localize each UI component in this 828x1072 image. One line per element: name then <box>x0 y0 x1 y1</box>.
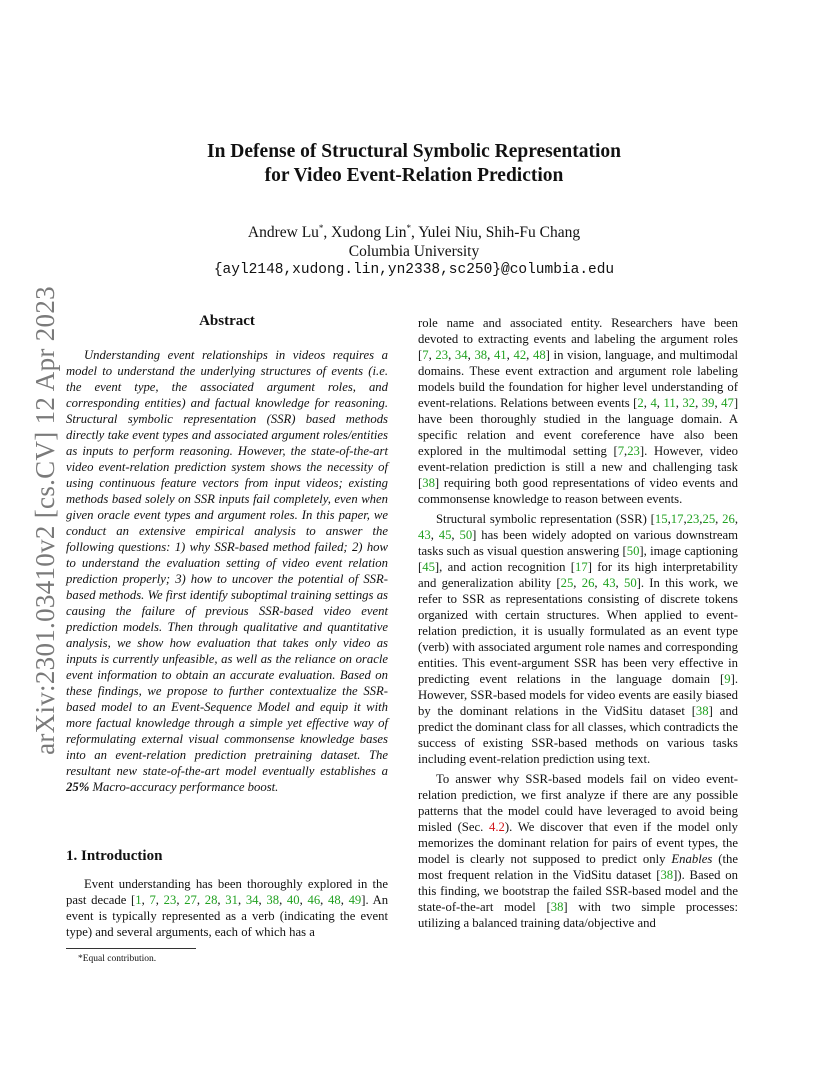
author-block <box>0 219 828 280</box>
paper-title <box>0 140 828 188</box>
equal-contribution-mark: * <box>318 223 324 233</box>
footnote: *Equal contribution. <box>78 954 157 964</box>
introduction-heading: 1. Introduction <box>66 848 163 864</box>
paper-title-line-2: for Video Event-Relation Prediction <box>264 165 564 186</box>
paper-title-line-1: In Defense of Structural Symbolic Representation <box>207 141 621 162</box>
author-name: Yulei Niu <box>418 224 479 242</box>
arxiv-stamp-text: arXiv:2301.03410v2 [cs.CV] 12 Apr 2023 <box>29 285 60 755</box>
introduction-body <box>66 876 388 940</box>
author-name: Andrew Lu <box>247 224 319 242</box>
equal-contribution-mark: * <box>406 223 412 233</box>
affiliation: Columbia University <box>348 243 480 261</box>
author-emails: {ayl2148,xudong.lin,yn2338,sc250}@columbia.edu <box>213 262 615 279</box>
right-paragraph-3: To answer why SSR-based models fail on video event-relation prediction, we first analyze if there are any possible patterns that the model could have leveraged to avoid being misled (Sec. 4.2). We discover that even if the model only memorizes the dominant relation for pairs of event types, the model is clearly not supposed to predict only Enables (the most frequent relation in the VidSitu dataset [38]). Based on this finding, we bootstrap the failed SSR-based model and the state-of-the-art model [38] with two simple processes: utilizing a balanced training data/objective and <box>418 772 738 930</box>
abstract-paragraph: Understanding event relationships in videos requires a model to understand the underlying structures of events (i.e. the event type, the associated argument roles, and corresponding entities) and factual knowledge for reasoning. Structural symbolic representation (SSR) based methods directly take event types and associated argument roles/entities as inputs to perform reasoning. However, the state-of-the-art video event-relation prediction system shows the necessity of using continuous feature vectors from input videos; existing methods based solely on SSR inputs fail completely, even when given oracle event types and argument roles. In this paper, we conduct an extensive empirical analysis to answer the following questions: 1) why SSR-based method failed; 2) how to understand the evaluation setting of video event relation prediction properly; 3) how to uncover the potential of SSR-based methods. We first identify suboptimal training settings as causing the failure of previous SSR-based video event prediction models. Then through qualitative and quantitative analysis, we show how evaluation that takes only video as inputs is currently unfeasible, as well as the reliance on oracle event information to obtain an accurate evaluation. Based on these findings, we propose to further contextualize the SSR-based model to an Event-Sequence Model and equip it with more factual knowledge through a simple yet effective way of reformulating external visual commonsense knowledge bases into an event-relation prediction pretraining dataset. The resultant new state-of-the-art model eventually establishes a 25% Macro-accuracy performance boost. <box>66 348 388 794</box>
introduction-paragraph: Event understanding has been thoroughly explored in the past decade [1, 7, 23, 27, 28, 31, 34, 38, 40, 46, 48, 49]. An event is typically represented as a verb (indicating the event type) and several arguments, each of which has a <box>66 877 389 939</box>
author-names: Andrew Lu*, Xudong Lin*, Yulei Niu, Shih-Fu Chang <box>247 223 581 242</box>
author-name: Xudong Lin <box>331 224 407 242</box>
arxiv-stamp <box>28 280 62 760</box>
abstract-body <box>66 347 388 795</box>
right-column <box>418 315 738 931</box>
abstract-heading: Abstract <box>199 313 255 329</box>
right-paragraph-1: role name and associated entity. Researchers have been devoted to extracting events and labeling the argument roles [7, 23, 34, 38, 41, 42, 48] in vision, language, and multimodal domains. These event extraction and argument role labeling models build the foundation for higher level understanding of event-relations. Relations between events [2, 4, 11, 32, 39, 47] have been thoroughly studied in the language domain. A specific relation and event coreference have also been explored in the multimodal setting [7,23]. However, video event-relation prediction is still a new and challenging task [38] requiring both good representations of video events and commonsense knowledge to reason between events. <box>418 316 739 506</box>
footnote-rule <box>66 948 196 949</box>
right-paragraph-2: Structural symbolic representation (SSR) [15,17,23,25, 26, 43, 45, 50] has been widely adopted on various downstream tasks such as visual question answering [50], image captioning [45], and action recognition [17] for its high interpretability and generalization ability [25, 26, 43, 50]. In this work, we refer to SSR as representations consisting of discrete tokens organized with certain structures. When applied to event-relation prediction, it is usually formulated as an event type (verb) with associated argument role names and corresponding entities. This event-argument SSR has been very effective in predicting event relations in the language domain [9]. However, SSR-based models for video events are easily biased by the dominant relations in the VidSitu dataset [38] and predict the dominant class for all classes, which contradicts the success of existing SSR-based methods on various tasks including event-relation prediction using text. <box>418 512 739 766</box>
author-name: Shih-Fu Chang <box>485 224 581 242</box>
